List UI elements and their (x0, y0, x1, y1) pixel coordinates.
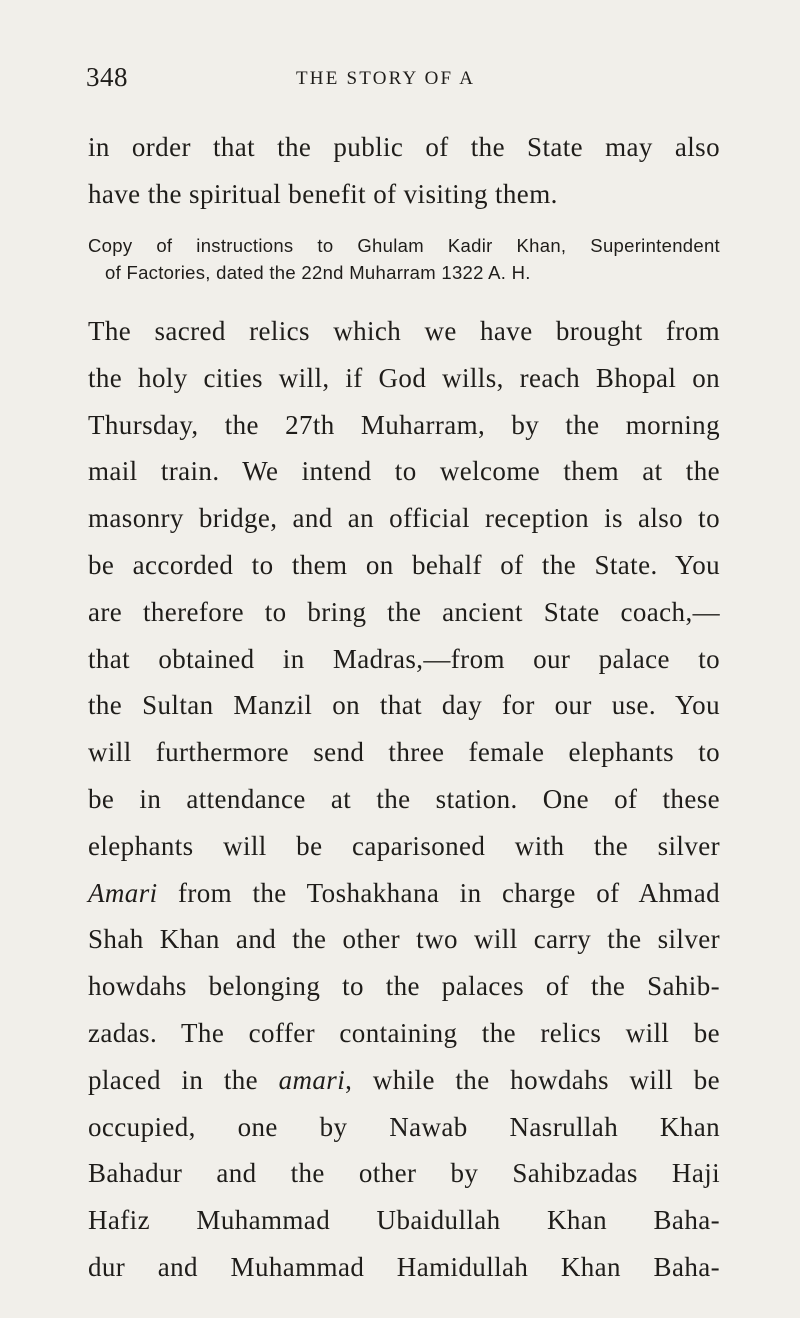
text-line: will furthermore send three female elephants to (88, 737, 720, 768)
page-number: 348 (86, 62, 128, 92)
text-line: occupied, one by Nawab Nasrullah Khan (88, 1111, 720, 1142)
text-line: the Sultan Manzil on that day for our use. You (88, 690, 720, 721)
text-line: masonry bridge, and an official reception is also to (88, 503, 720, 534)
text-line-amari (88, 870, 720, 917)
text-line: Bahadur and the other by Sahibzadas Haji (88, 1158, 720, 1189)
paragraph-2 (88, 308, 720, 1291)
text-line: mail train. We intend to welcome them at the (88, 456, 720, 487)
instructions-caption (88, 232, 720, 286)
text-line: Thursday, the 27th Muharram, by the morning (88, 409, 720, 440)
text-line: that obtained in Madras,—from our palace to (88, 643, 720, 674)
italic-amari: amari (278, 1064, 346, 1095)
text-line: the holy cities will, if God wills, reach Bhopal on (88, 362, 720, 393)
caption-line: Copy of instructions to Ghulam Kadir Khan, Superintendent (88, 235, 720, 256)
text-line: have the spiritual benefit of visiting them. (88, 178, 558, 209)
text-segment: , while the howdahs will be (345, 1064, 721, 1095)
paragraph-1 (88, 124, 720, 218)
text-line: be in attendance at the station. One of these (88, 783, 720, 814)
text-line: zadas. The coffer containing the relics will be (88, 1017, 720, 1048)
text-line: elephants will be caparisoned with the silver (88, 830, 720, 861)
caption-line: of Factories, dated the 22nd Muharram 1322 A. H. (105, 262, 531, 283)
running-head (86, 62, 716, 96)
text-line: dur and Muhammad Hamidullah Khan Baha- (88, 1251, 720, 1282)
text-line: Hafiz Muhammad Ubaidullah Khan Baha- (88, 1205, 720, 1236)
text-line: are therefore to bring the ancient State coach,— (88, 596, 720, 627)
text-line: be accorded to them on behalf of the State. You (88, 549, 720, 580)
text-line-amari (88, 1057, 720, 1104)
text-segment: from the Toshakhana in charge of Ahmad (177, 877, 720, 908)
text-segment: placed in the (88, 1064, 258, 1095)
running-title: THE STORY OF A (296, 68, 476, 89)
text-line: in order that the public of the State may also (88, 132, 720, 162)
text-line: Shah Khan and the other two will carry the silver (88, 924, 720, 955)
text-line: The sacred relics which we have brought from (88, 316, 720, 346)
text-line: howdahs belonging to the palaces of the Sahib- (88, 971, 720, 1002)
italic-amari: Amari (88, 877, 158, 908)
